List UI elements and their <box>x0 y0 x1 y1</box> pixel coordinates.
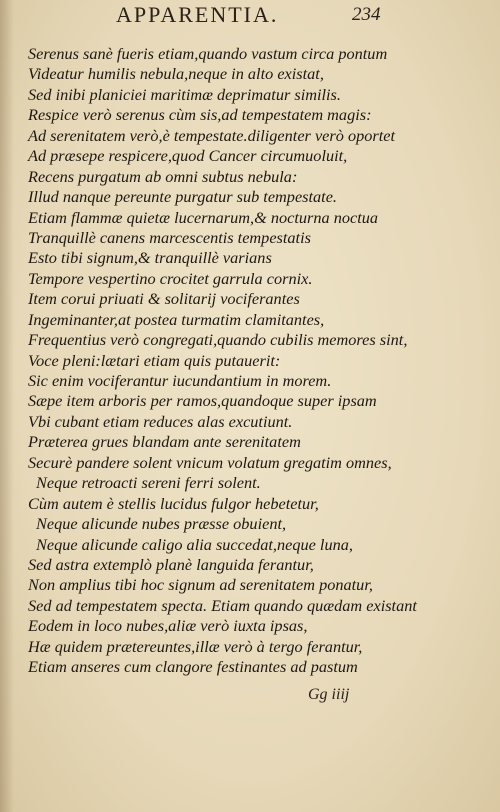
verse-line: Ad præsepe respicere,quod Cancer circumuoluit, <box>28 146 348 166</box>
verse-line: Tranquillè canens marcescentis tempestatis <box>28 227 311 247</box>
verse-text-block <box>28 44 468 678</box>
verse-line: Sæpe item arboris per ramos,quandoque super ipsam <box>28 391 377 411</box>
verse-line: Sed inibi planiciei maritimæ deprimatur similis. <box>28 84 341 104</box>
verse-line: Etiam anseres cum clangore festinantes ad pastum <box>28 657 358 677</box>
verse-line: Neque retroacti sereni ferri solent. <box>36 473 261 493</box>
verse-line: Recens purgatum ab omni subtus nebula: <box>28 166 298 186</box>
page-number: 234 <box>352 4 381 25</box>
verse-line: Videatur humilis nebula,neque in alto existat, <box>28 64 324 84</box>
verse-line: Item corui priuati & solitarij vociferantes <box>28 289 300 309</box>
verse-line: Neque alicunde nubes præsse obuient, <box>36 514 287 534</box>
verse-line: Eodem in loco nubes,aliæ verò iuxta ipsas, <box>28 616 308 636</box>
verse-line: Hæ quidem prætereuntes,illæ verò à tergo ferantur, <box>28 636 363 656</box>
verse-line: Præterea grues blandam ante serenitatem <box>28 432 301 452</box>
verse-line: Neque alicunde caligo alia succedat,neque luna, <box>36 534 353 554</box>
verse-line: Cùm autem è stellis lucidus fulgor hebetetur, <box>28 493 319 513</box>
verse-line: Tempore vespertino crocitet garrula cornix. <box>28 268 313 288</box>
gutter-shadow <box>0 0 14 812</box>
verse-line: Non amplius tibi hoc signum ad serenitatem ponatur, <box>28 575 373 595</box>
verse-line: Frequentius verò congregati,quando cubilis memores sint, <box>28 330 408 350</box>
verse-line: Vbi cubant etiam reduces alas excutiunt. <box>28 411 293 431</box>
verse-line: Etiam flammæ quietæ lucernarum,& nocturna noctua <box>28 207 379 227</box>
verse-line: Sed astra extemplò planè languida ferantur, <box>28 554 314 574</box>
running-head: APPARENTIA. <box>116 2 279 27</box>
verse-line: Sed ad tempestatem specta. Etiam quando quædam existant <box>28 595 417 615</box>
verse-line: Esto tibi signum,& tranquillè varians <box>28 248 272 268</box>
verse-line: Serenus sanè fueris etiam,quando vastum circa pontum <box>28 44 388 63</box>
verse-line: Ingeminanter,at postea turmatim clamitantes, <box>28 309 325 329</box>
verse-line: Voce pleni:lætari etiam quis putauerit: <box>28 350 281 370</box>
signature-mark: Gg iiij <box>308 686 350 703</box>
verse-line: Ad serenitatem verò,è tempestate.diligenter verò oportet <box>28 125 395 145</box>
verse-line: Securè pandere solent vnicum volatum gregatim omnes, <box>28 452 392 472</box>
verse-line: Illud nanque pereunte purgatur sub tempestate. <box>28 187 337 207</box>
verse-line: Respice verò serenus cùm sis,ad tempestatem magis: <box>28 105 372 125</box>
verse-line: Sic enim vociferantur iucundantium in morem. <box>28 371 332 390</box>
